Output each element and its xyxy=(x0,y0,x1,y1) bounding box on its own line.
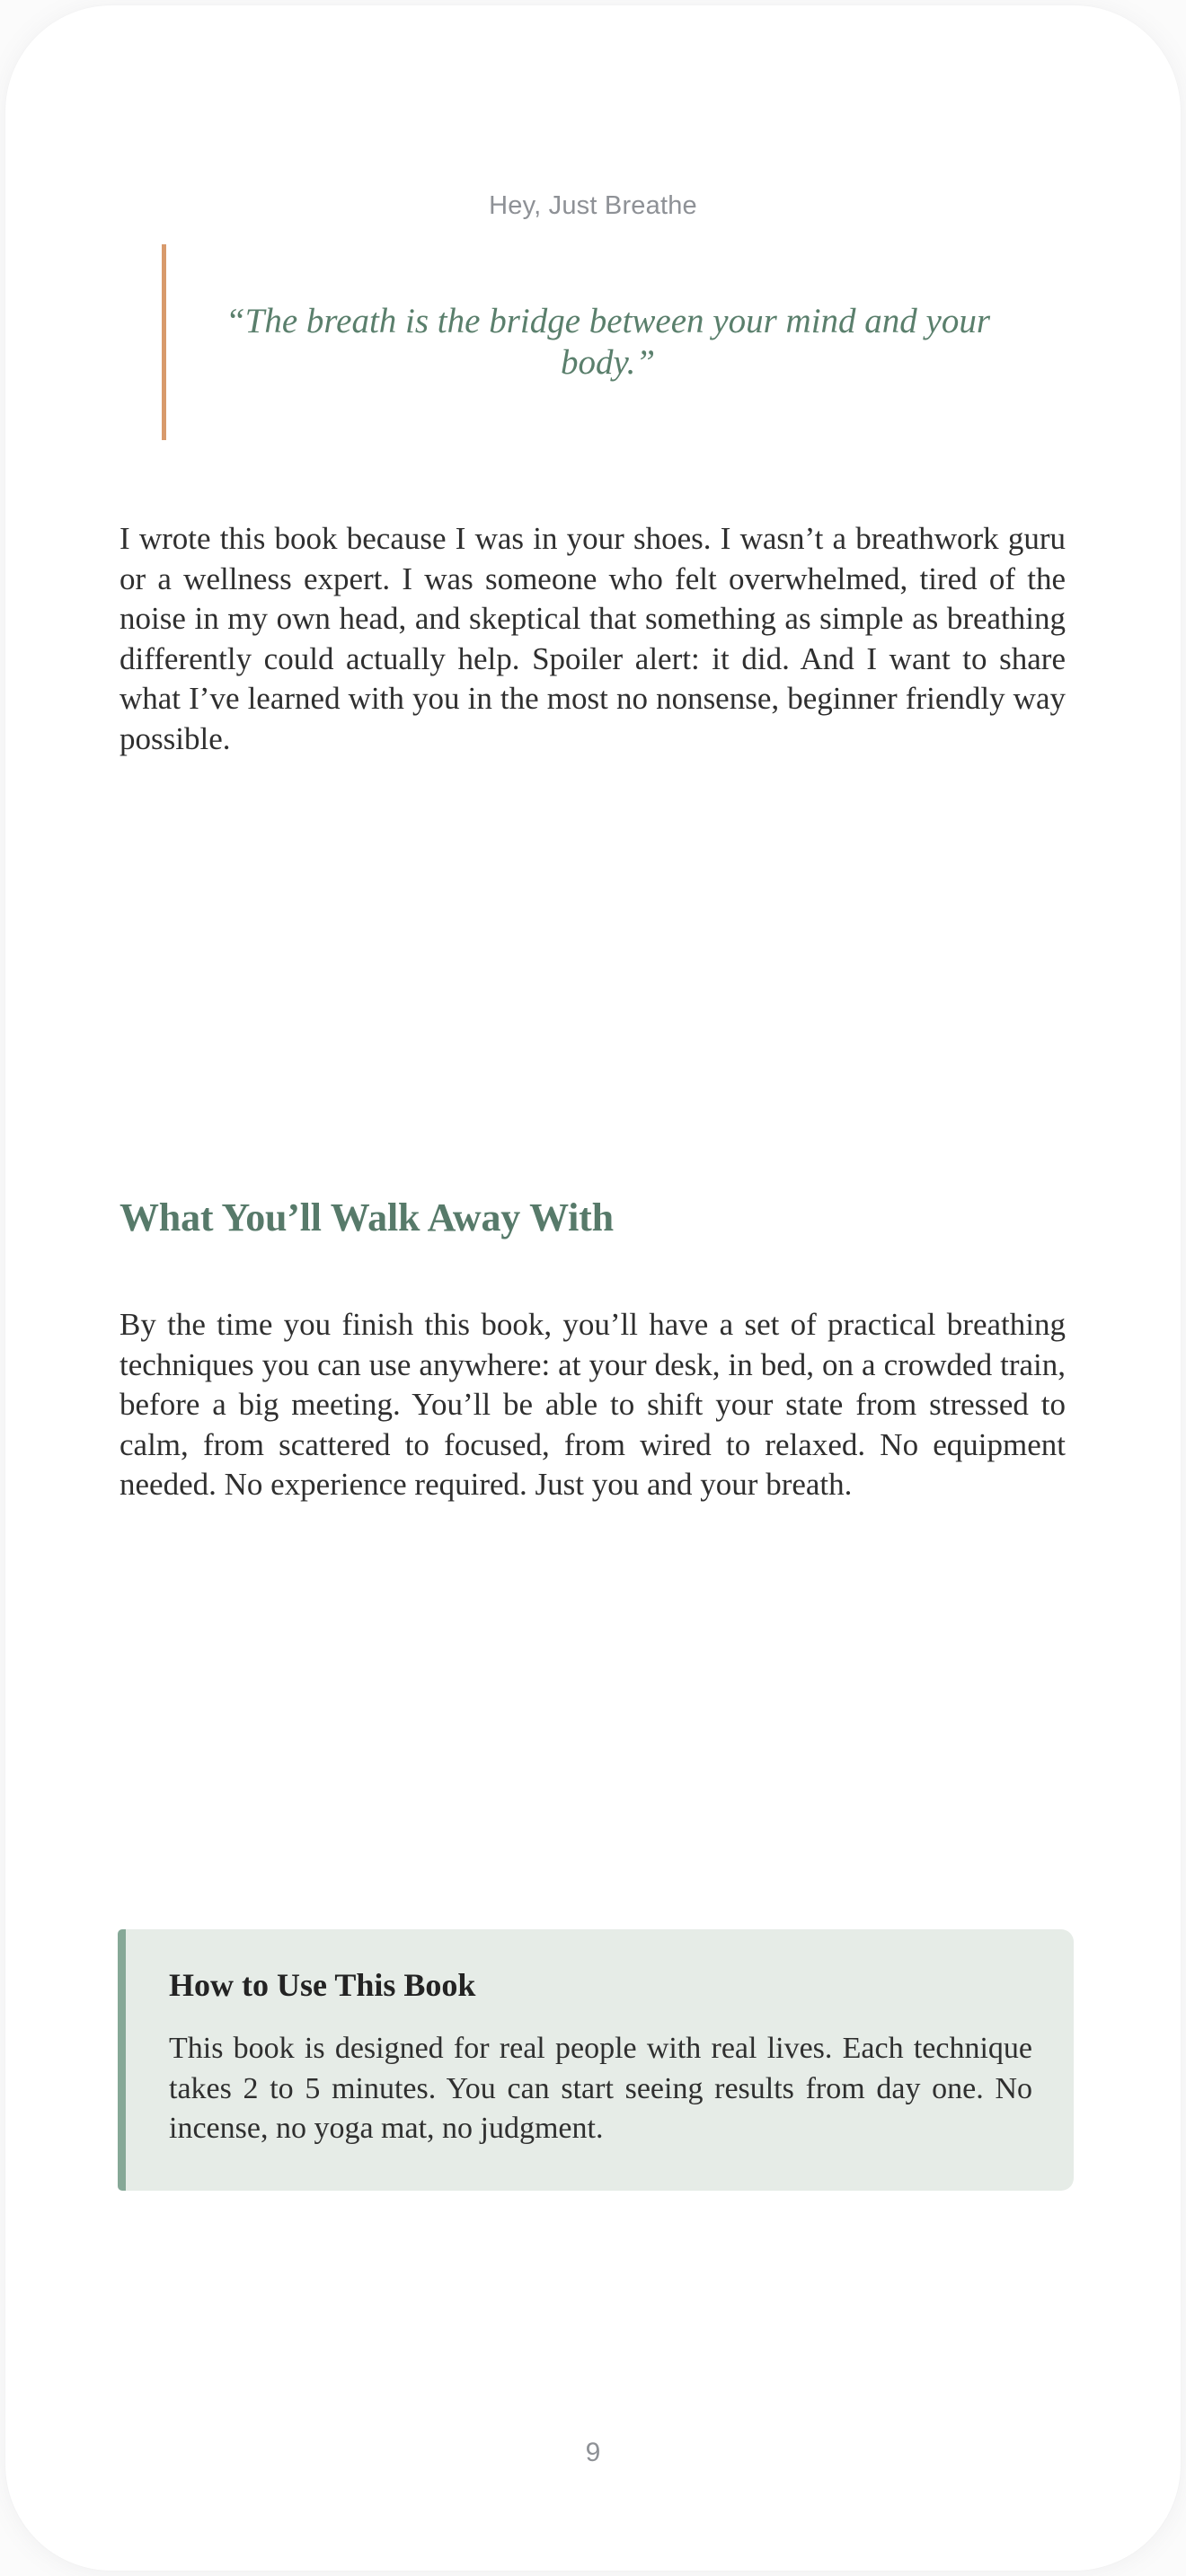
page-number: 9 xyxy=(585,2438,601,2467)
pullquote-text: “The breath is the bridge between your mind and your body.” xyxy=(225,301,991,382)
running-head: Hey, Just Breathe xyxy=(489,191,697,220)
section-heading: What You’ll Walk Away With xyxy=(119,1195,614,1239)
callout-title: How to Use This Book xyxy=(169,1967,476,2003)
pullquote-block xyxy=(162,244,1033,440)
callout-box xyxy=(118,1929,1074,2191)
walkaway-paragraph: By the time you finish this book, you’ll have a set of practical breathing techniques you can use anywhere: at your desk, in bed, on a crowded train, before a big meeting. You’ll be able to shift your state from stressed to calm, from scattered to focused, from wired to relaxed. No equipment needed. No experience required. Just you and your breath. xyxy=(119,1307,1066,1502)
intro-paragraph: I wrote this book because I was in your shoes. I wasn’t a breathwork guru or a wellness expert. I was someone who felt overwhelmed, tired of the noise in my own head, and skeptical that something as simple as breathing differently could actually help. Spoiler alert: it did. And I want to share what I’ve learned with you in the most no nonsense, beginner friendly way possible. xyxy=(119,521,1066,756)
callout-body: This book is designed for real people with real lives. Each technique takes 2 to 5 minutes. You can start seeing results from day one. No incense, no yoga mat, no judgment. xyxy=(169,2032,1032,2146)
